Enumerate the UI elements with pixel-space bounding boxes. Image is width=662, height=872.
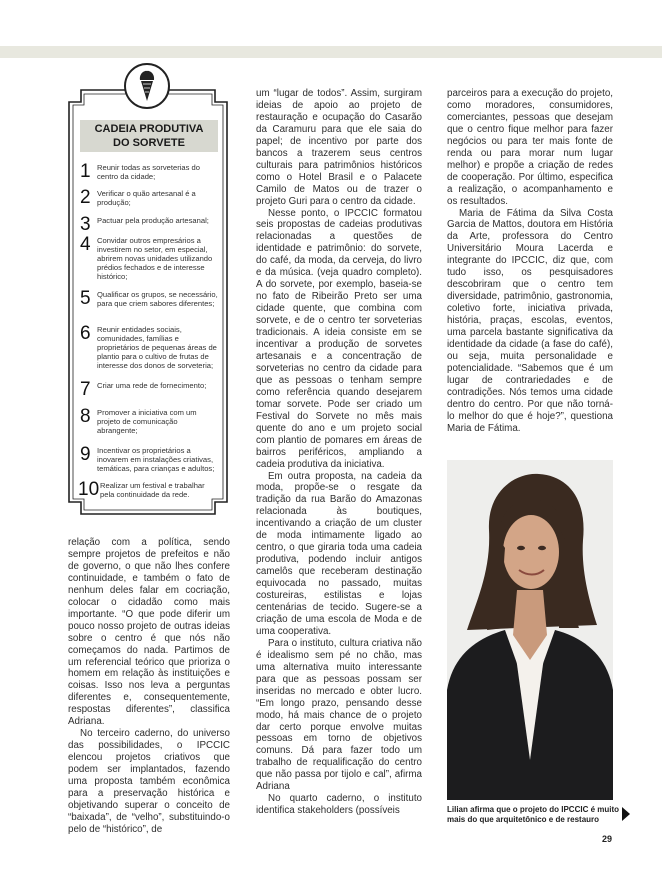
- paragraph: No quarto caderno, o instituto identifica stakeholders (possíveis: [256, 793, 422, 817]
- step-number: 10: [78, 479, 100, 500]
- step-text: Reunir todas as sorveterias do centro da cidade;: [97, 163, 200, 181]
- step-text: Promover a iniciativa com um projeto de comunicação abrangente;: [97, 408, 197, 435]
- sidebar-title-line2: DO SORVETE: [113, 137, 185, 149]
- sidebar-title-line1: CADEIA PRODUTIVA: [94, 123, 204, 135]
- step-number: 7: [80, 379, 91, 400]
- continue-arrow-icon: [622, 807, 630, 821]
- step-number: 2: [80, 187, 91, 208]
- step-number: 6: [80, 323, 91, 344]
- portrait-photo: [447, 460, 613, 800]
- step-text: Qualificar os grupos, se necessário, para que criem sabores diferentes;: [97, 290, 218, 308]
- paragraph: Nesse ponto, o IPCCIC formatou seis propostas de cadeias produtivas relacionadas a questões de identidade e patrimônio: do sorvete, do café, da moda, da cerveja, do livro e da música. (veja quadro completo). A do sorvete, por exemplo, baseia-se no fato de Ribeirão Preto ser uma cidade quente, que combina com sorvete, e de o centro ter sorveterias tradicionais. A ideia consiste em se incentivar a produção de sorvetes artesanais e a concentração de sorveterias no centro da cidade para que as pessoas o tenham sempre como referência quando desejarem tomar sorvete. Pode ser criado um Festival do Sorvete no mês mais quente do ano e um projeto social com plantio de pomares em áreas de bairros periféricos, ampliando a cadeia produtiva da iniciativa.: [256, 207, 422, 470]
- photo-caption: Lilian afirma que o projeto do IPCCIC é muito mais do que arquitetônico e de restauro: [447, 805, 620, 824]
- page-number: 29: [602, 834, 613, 844]
- article-column-1: [68, 537, 230, 836]
- paragraph: Para o instituto, cultura criativa não é idealismo sem pé no chão, mas uma alternativa muito interessante para que as pessoas possam ser inseridas no mercado e obter lucro. “Em longo prazo, pensando desse modo, há mais chance de o projeto dar certo porque envolve muitas pessoas em torno de objetivos comuns. Dá para fazer todo um trabalho de requalificação do centro que não passa por tijolo e cal”, afirma Adriana: [256, 637, 422, 793]
- step-text: Criar uma rede de fornecimento;: [97, 381, 207, 390]
- step-number: 9: [80, 444, 91, 465]
- step-text: Verificar o quão artesanal é a produção;: [97, 189, 196, 207]
- ice-cream-icon: [137, 69, 157, 103]
- step-number: 4: [80, 234, 91, 255]
- article-column-3: [447, 88, 613, 435]
- header-band: [0, 46, 662, 58]
- paragraph: parceiros para a execução do projeto, como moradores, consumidores, comerciantes, pessoas que desejam que o centro fique melhor para fazer negócios ou para ter mais fonte de renda ou para morar num lugar melhor) e propõe a criação de redes de cooperação. Por último, especifica a realização, o acompanhamento e os resultados.: [447, 88, 613, 207]
- step-number: 3: [80, 214, 91, 235]
- sidebar-title: [80, 120, 218, 152]
- step-number: 5: [80, 288, 91, 309]
- step-number: 1: [80, 161, 91, 182]
- paragraph: um “lugar de todos”. Assim, surgiram ideias de apoio ao projeto de restauração e ocupação do Casarão da Caramuru para que ele saia do papel; de incentivo por parte dos bancos a trazerem seus centros culturais para patrimônios históricos como o Hotel Brasil e o Palacete Camilo de Matos ou de trazer o projeto Guri para o centro da cidade.: [256, 88, 422, 207]
- paragraph: relação com a política, sendo sempre projetos de prefeitos e não de governo, o que não lhes confere continuidade, e também o fato de nenhum deles falar em cocriação, colocar o cidadão como mais importante. “O que pode diferir um pouco nosso projeto de outras ideias sobre o centro é que nós não começamos do nada. Partimos de um referencial teórico que prioriza o homem em relação às instituições e coisas. Isso nos leva a perguntas diferentes e, consequentemente, respostas diferentes”, classifica Adriana.: [68, 537, 230, 728]
- step-text: Pactuar pela produção artesanal;: [97, 216, 209, 225]
- step-text: Incentivar os proprietários a inovarem em instalações criativas, temáticas, para crianças e adultos;: [97, 446, 215, 473]
- paragraph: Maria de Fátima da Silva Costa Garcia de Mattos, doutora em História da Arte, professora do Centro Universitário Moura Lacerda e integrante do IPCCIC, diz que, com tudo isso, os pesquisadores descobriram que o centro tem diversidade, patrimônio, gastronomia, coletivo forte, iniciativa privada, história, praças, escolas, eventos, uma parcela bastante significativa da identidade da cidade (a fase do café), ou seja, muita personalidade e potencialidade. “Sabemos que é um lugar de contrariedades e de contradições. Nós temos uma cidade dentro do centro. Por que não torná-lo melhor do que é hoje?”, questiona Maria de Fátima.: [447, 207, 613, 434]
- step-text: Convidar outros empresários a investirem no setor, em especial, abrirem novas unidades utilizando prédios fechados e de interesse histórico;: [97, 236, 213, 281]
- paragraph: Em outra proposta, na cadeia da moda, propõe-se o resgate da tradição da rua Barão do Amazonas relacionada às boutiques, incentivando a criação de um cluster de moda intimamente ligado ao centro, o que giraria toda uma cadeia produtiva, podendo incluir antigos camelôs que receberam destinação equivocada no passado, muitas costureiras, estilistas e lojas centenárias de tecido. Sugere-se a criação de uma escola de Moda e de uma cooperativa.: [256, 470, 422, 637]
- paragraph: No terceiro caderno, do universo das possibilidades, o IPCCIC elencou projetos criativos que podem ser implantados, fazendo uma proposta também econômica para a preservação histórica e objetivando superar o conceito de “baixada”, de “velho”, substituindo-o pelo de “histórico”, de: [68, 728, 230, 835]
- article-column-2: [256, 88, 422, 817]
- step-number: 8: [80, 406, 91, 427]
- step-text: Reunir entidades sociais, comunidades, famílias e proprietários de pequenas áreas de plantio para o cultivo de frutas de interesse dos donos de sorveteria;: [97, 325, 217, 370]
- step-text: Realizar um festival e trabalhar pela continuidade da rede.: [100, 481, 205, 499]
- ice-cream-medallion: [124, 63, 170, 109]
- portrait-illustration: [447, 460, 613, 800]
